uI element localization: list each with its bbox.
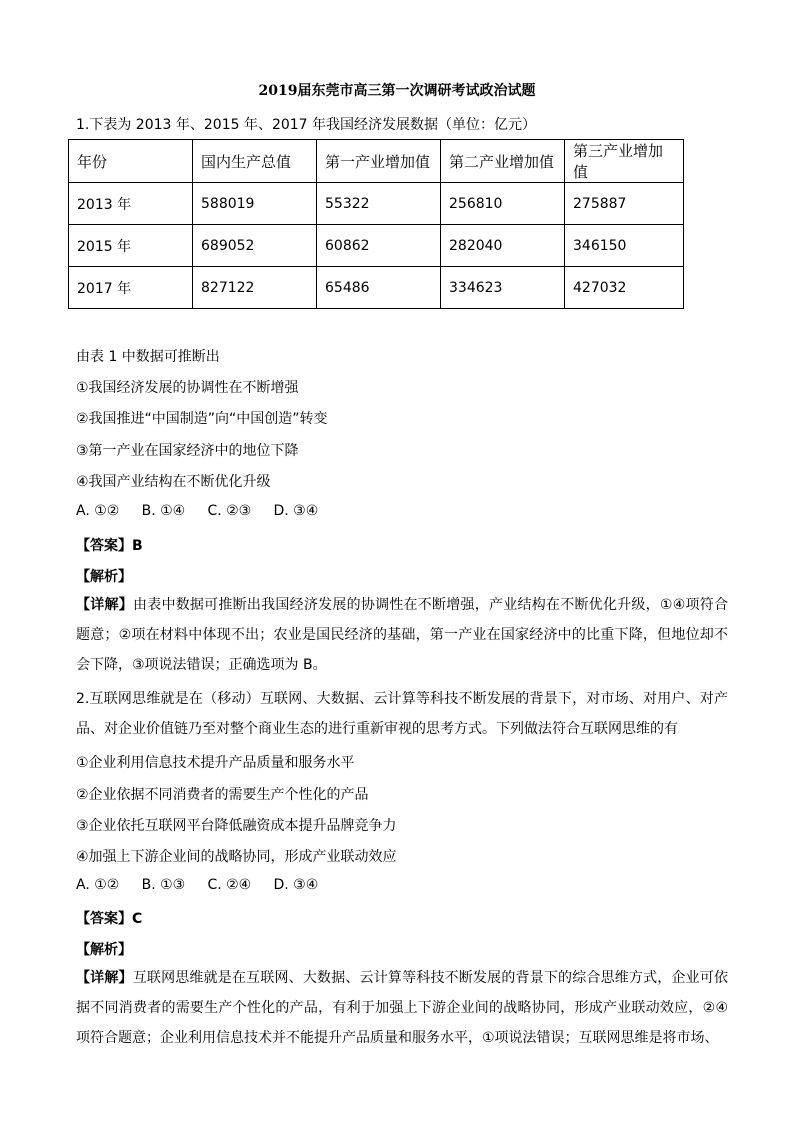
question-1-item-2: ②我国推进“中国制造”向“中国创造”转变 xyxy=(76,411,328,427)
table-cell: 689052 xyxy=(193,225,317,267)
question-1-options: A. ①② B. ①④ C. ②③ D. ③④ xyxy=(76,503,319,519)
question-2-item-1: ①企业利用信息技术提升产品质量和服务水平 xyxy=(76,755,355,771)
question-1-analysis-label: 【解析】 xyxy=(76,569,132,585)
table-cell: 827122 xyxy=(193,267,317,309)
table-cell: 282040 xyxy=(441,225,565,267)
question-1-item-1: ①我国经济发展的协调性在不断增强 xyxy=(76,380,299,396)
question-2-item-2: ②企业依据不同消费者的需要生产个性化的产品 xyxy=(76,787,369,803)
question-1-item-3: ③第一产业在国家经济中的地位下降 xyxy=(76,443,299,459)
question-1-stem: 1.下表为 2013 年、2015 年、2017 年我国经济发展数据（单位：亿元） xyxy=(76,117,537,133)
explanation-text: 互联网思维就是在互联网、大数据、云计算等科技不断发展的背景下的综合思维方式，企业可依据不同消费者的需要生产个性化的产品，有利于加强上下游企业间的战略协同，形成产业联动效应，②④项符合题意；企业利用信息技术并不能提升产品质量和服务水平，①项说法错误；互联网思维是将市场、 xyxy=(76,970,729,1046)
table-row xyxy=(69,267,684,309)
question-2-options: A. ①② B. ①③ C. ②④ D. ③④ xyxy=(76,877,319,893)
table-cell: 427032 xyxy=(565,267,684,309)
table-cell: 2017 年 xyxy=(69,267,193,309)
table-cell: 334623 xyxy=(441,267,565,309)
question-2-stem: 2.互联网思维就是在（移动）互联网、大数据、云计算等科技不断发展的背景下，对市场、对用户、对产品、对企业价值链乃至对整个商业生态的进行重新审视的思考方式。下列做法符合互联网思维的有 xyxy=(76,691,728,737)
table-cell: 2013 年 xyxy=(69,183,193,225)
economic-data-table xyxy=(68,139,684,309)
table-header-row xyxy=(69,140,684,183)
question-2-item-4: ④加强上下游企业间的战略协同，形成产业联动效应 xyxy=(76,849,397,865)
question-2-analysis-label: 【解析】 xyxy=(76,942,132,958)
table-row xyxy=(69,225,684,267)
table-header-cell: 第三产业增加值 xyxy=(565,140,684,183)
question-2-answer: 【答案】C xyxy=(76,911,143,927)
question-1-intro: 由表 1 中数据可推断出 xyxy=(76,349,220,365)
table-row xyxy=(69,183,684,225)
table-cell: 2015 年 xyxy=(69,225,193,267)
question-2-item-3: ③企业依托互联网平台降低融资成本提升品牌竞争力 xyxy=(76,818,397,834)
page-title: 2019届东莞市高三第一次调研考试政治试题 xyxy=(258,83,536,99)
explanation-text: 由表中数据可推断出我国经济发展的协调性在不断增强，产业结构在不断优化升级，①④项符合题意；②项在材料中体现不出；农业是国民经济的基础，第一产业在国家经济中的比重下降，但地位却不会下降，③项说法错误；正确选项为 B。 xyxy=(76,597,728,673)
table-cell: 275887 xyxy=(565,183,684,225)
table-cell: 65486 xyxy=(317,267,441,309)
table-cell: 60862 xyxy=(317,225,441,267)
table-header-cell: 国内生产总值 xyxy=(193,140,317,183)
explanation-label: 【详解】 xyxy=(76,970,133,986)
table-header-cell: 第二产业增加值 xyxy=(441,140,565,183)
explanation-label: 【详解】 xyxy=(76,597,133,613)
question-1-explanation xyxy=(76,590,728,680)
table-header-cell: 第一产业增加值 xyxy=(317,140,441,183)
question-2-explanation xyxy=(76,963,728,1053)
question-1-answer: 【答案】B xyxy=(76,538,143,554)
table-header-cell: 年份 xyxy=(69,140,193,183)
table-cell: 256810 xyxy=(441,183,565,225)
question-1-item-4: ④我国产业结构在不断优化升级 xyxy=(76,474,271,490)
table-cell: 588019 xyxy=(193,183,317,225)
table-cell: 55322 xyxy=(317,183,441,225)
table-cell: 346150 xyxy=(565,225,684,267)
